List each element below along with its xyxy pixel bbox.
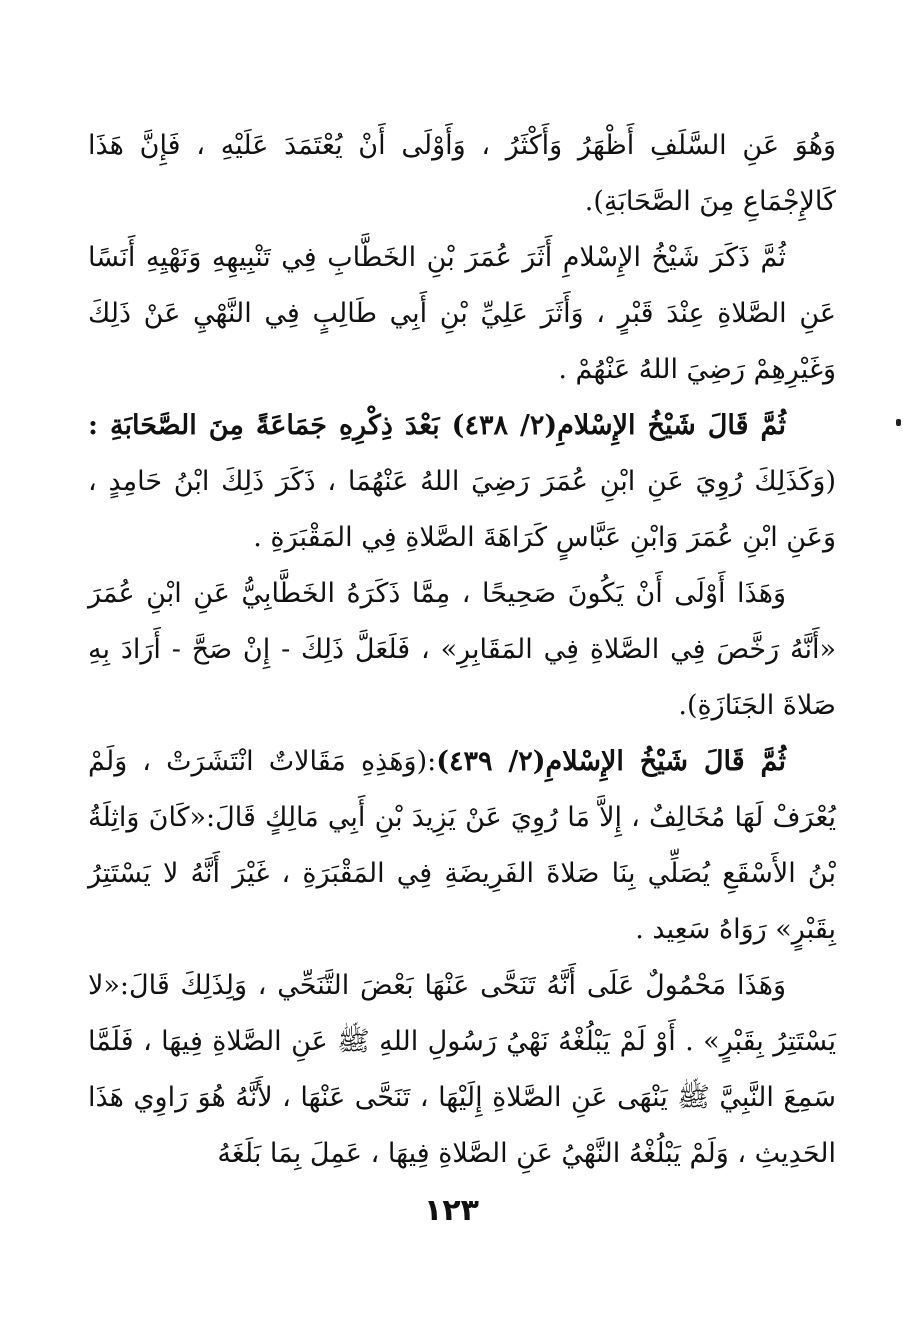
paragraph-2-text: ثُمَّ ذَكَرَ شَيْخُ الإِسْلامِ أَثَرَ عُمَرَ بْنِ الخَطَّابِ فِي تَنْبِيهِهِ وَنَهْيِهِ أَنَسًا عَنِ الصَّلاةِ عِنْدَ قَبْرٍ ، وَأَثَرَ عَلِيِّ بْنِ أَبِي طَالِبٍ فِي النَّهْيِ عَنْ ذَلِكَ وَغَيْرِهِمْ رَضِيَ اللهُ عَنْهُمْ . bbox=[88, 242, 836, 385]
paragraph-1-text: وَهُوَ عَنِ السَّلَفِ أَظْهَرُ وَأَكْثَرُ ، وَأَوْلَى أَنْ يُعْتَمَدَ عَلَيْهِ ، فَإِنَّ هَذَا كَالإِجْمَاعِ مِنَ الصَّحَابَةِ). bbox=[88, 130, 836, 217]
paragraph-6-text: وَهَذَا مَحْمُولٌ عَلَى أَنَّهُ تَنَحَّى عَنْهَا بَعْضَ التَّنَحِّي ، وَلِذَلِكَ قَالَ:«لا يَسْتَتِرُ بِقَبْرٍ» . أَوْ لَمْ يَبْلُغْهُ نَهْيُ رَسُولِ اللهِ ﷺ عَنِ الصَّلاةِ فِيهَا ، فَلَمَّا سَمِعَ النَّبِيَّ ﷺ يَنْهَى عَنِ الصَّلاةِ إِلَيْهَا ، تَنَحَّى عَنْهَا ، لأَنَّهُ هُوَ رَاوِي هَذَا الحَدِيثِ ، وَلَمْ يَبْلُغْهُ النَّهْيُ عَنِ الصَّلاةِ فِيهَا ، عَمِلَ بِمَا بَلَغَهُ bbox=[88, 970, 836, 1169]
margin-mark bbox=[896, 419, 901, 426]
paragraph-5-text: :(وَهَذِهِ مَقَالاتٌ انْتَشَرَتْ ، وَلَمْ يُعْرَفْ لَهَا مُخَالِفٌ ، إِلاَّ مَا رُوِيَ عَنْ يَزِيدَ بْنِ أَبِي مَالِكٍ قَالَ:«كَانَ وَاثِلَةُ بْنُ الأَسْقَعِ يُصَلِّي بِنَا صَلاةَ الفَرِيضَةِ فِي المَقْبَرَةِ ، غَيْرَ أَنَّهُ لا يَسْتَتِرُ بِقَبْرٍ» رَوَاهُ سَعِيد . bbox=[88, 746, 836, 945]
paragraph-3-text: (وَكَذَلِكَ رُوِيَ عَنِ ابْنِ عُمَرَ رَضِيَ اللهُ عَنْهُمَا ، ذَكَرَ ذَلِكَ ابْنُ حَامِدٍ ، وَعَنِ ابْنِ عُمَرَ وَابْنِ عَبَّاسٍ كَرَاهَةَ الصَّلاةِ فِي المَقْبَرَةِ . bbox=[88, 466, 836, 553]
paragraph-3-lead: ثُمَّ قَالَ شَيْخُ الإِسْلامِ(٢/ ٤٣٨) بَعْدَ ذِكْرِهِ جَمَاعَةً مِنَ الصَّحَابَةِ : bbox=[88, 410, 786, 441]
paragraph-6 bbox=[88, 958, 836, 1182]
paragraph-2 bbox=[88, 230, 836, 398]
paragraph-1 bbox=[88, 118, 836, 230]
body-text bbox=[88, 118, 836, 1182]
paragraph-5 bbox=[88, 734, 836, 958]
paragraph-4-text: وَهَذَا أَوْلَى أَنْ يَكُونَ صَحِيحًا ، مِمَّا ذَكَرَهُ الخَطَّابِيُّ عَنِ ابْنِ عُمَرَ «أَنَّهُ رَخَّصَ فِي الصَّلاةِ فِي المَقَابِرِ» ، فَلَعَلَّ ذَلِكَ - إِنْ صَحَّ - أَرَادَ بِهِ صَلاةَ الجَنَازَةِ). bbox=[88, 578, 836, 721]
paragraph-4 bbox=[88, 566, 836, 734]
paragraph-5-lead: ثُمَّ قَالَ شَيْخُ الإِسْلامِ(٢/ ٤٣٩) bbox=[436, 746, 787, 777]
page-number: ١٢٣ bbox=[424, 1193, 479, 1228]
paragraph-3 bbox=[88, 398, 836, 566]
